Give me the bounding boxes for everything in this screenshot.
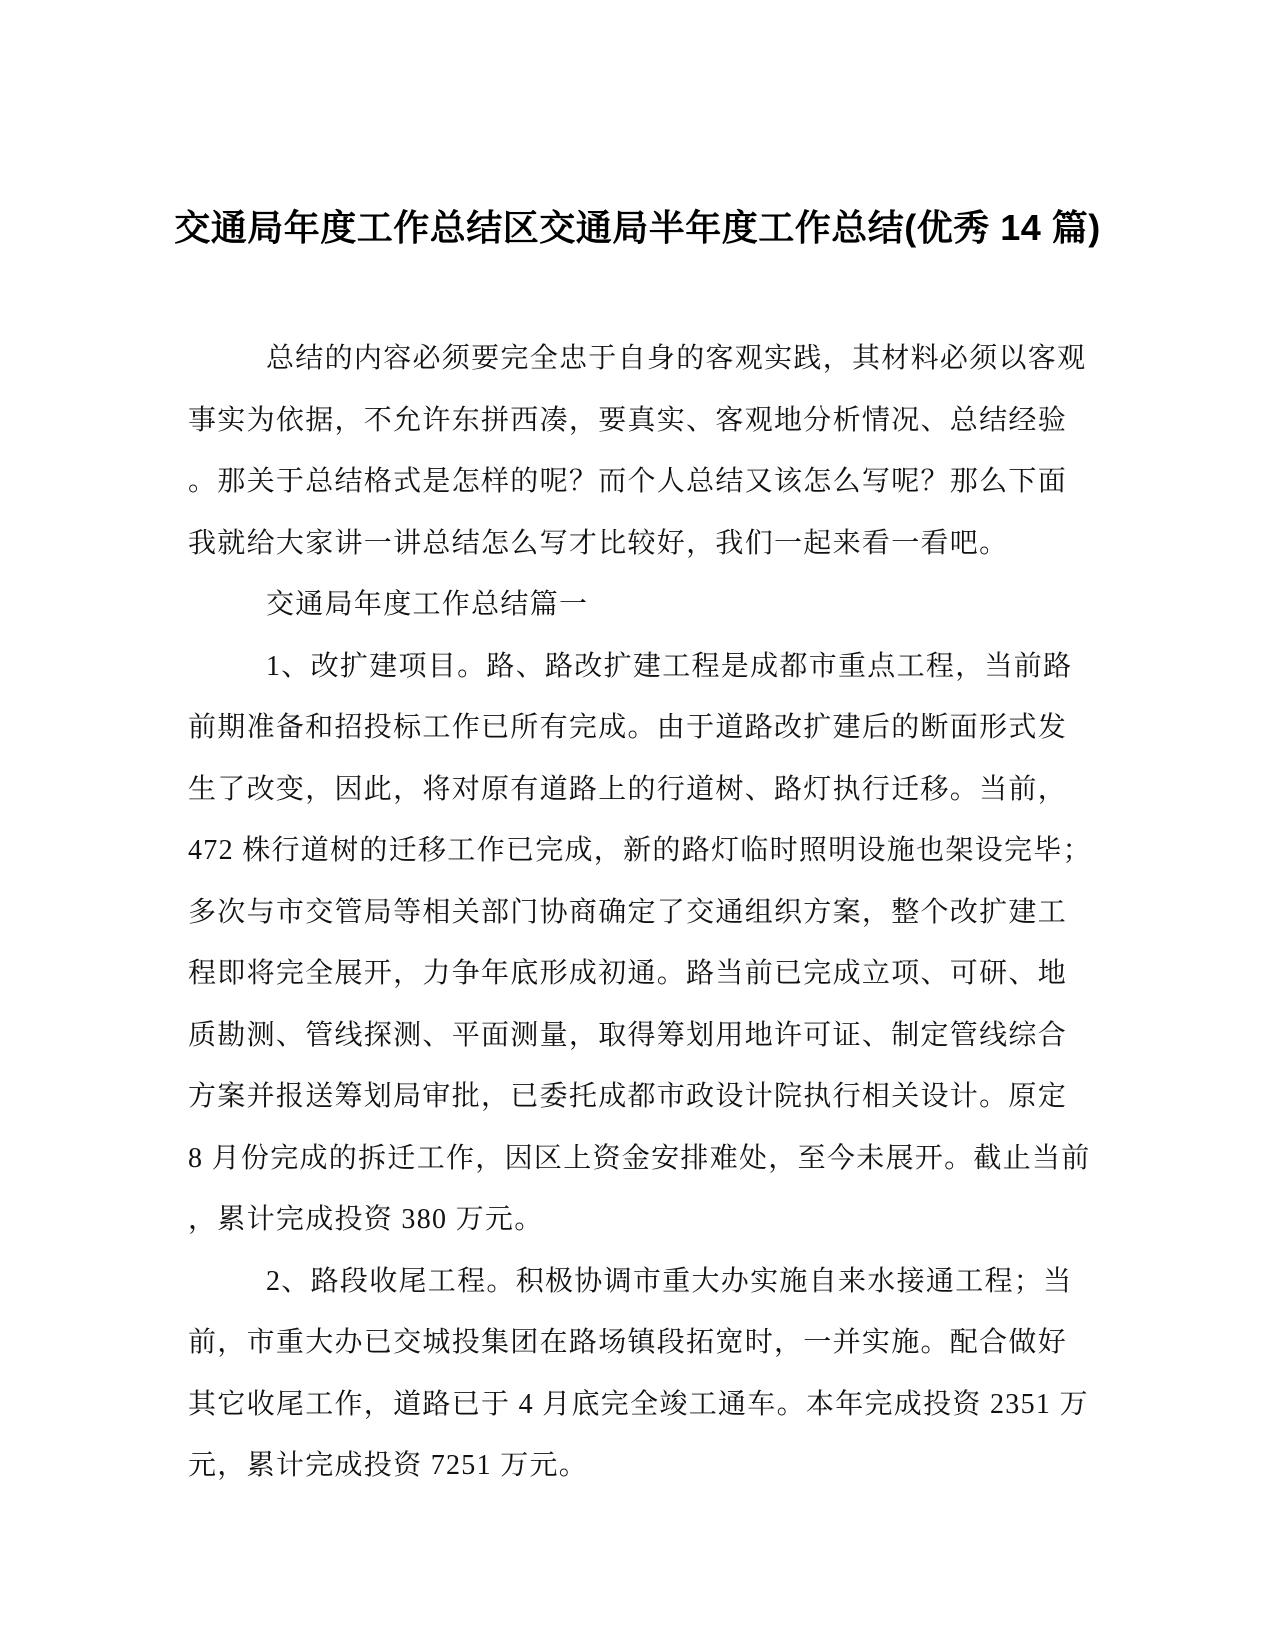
paragraph: [188, 574, 1088, 636]
text-line: 程即将完全展开，力争年底形成初通。路当前已完成立项、可研、地: [188, 958, 1068, 989]
text-line: 472 株行道树的迁移工作已完成，新的路灯临时照明设施也架设完毕；: [188, 835, 1092, 866]
paragraph: [188, 636, 1092, 1251]
text-line: 前，市重大办已交城投集团在路场镇段拓宽时，一并实施。配合做好: [188, 1327, 1068, 1358]
text-line: 交通局年度工作总结篇一: [266, 589, 589, 620]
text-line: 2、路段收尾工程。积极协调市重大办实施自来水接通工程；当: [266, 1265, 1073, 1297]
text-line: 1、改扩建项目。路、路改扩建工程是成都市重点工程，当前路: [266, 650, 1073, 682]
text-line: 总结的内容必须要完全忠于自身的客观实践，其材料必须以客观: [266, 343, 1087, 374]
text-line: 我就给大家讲一讲总结怎么写才比较好，我们一起来看一看吧。: [188, 527, 1009, 559]
text-line: 质勘测、管线探测、平面测量，取得筹划用地许可证、制定管线综合: [188, 1019, 1068, 1051]
text-line: 生了改变，因此，将对原有道路上的行道树、路灯执行迁移。当前，: [188, 773, 1068, 805]
text-line: 其它收尾工作，道路已于 4 月底完全竣工通车。本年完成投资 2351 万: [188, 1388, 1089, 1420]
paragraph: [188, 1251, 1088, 1497]
text-line: 方案并报送筹划局审批，已委托成都市政设计院执行相关设计。原定: [188, 1081, 1068, 1112]
text-line: 事实为依据，不允许东拼西凑，要真实、客观地分析情况、总结经验: [188, 404, 1068, 436]
document-title: 交通局年度工作总结区交通局半年度工作总结(优秀 14 篇): [174, 207, 1101, 248]
text-line: 多次与市交管局等相关部门协商确定了交通组织方案，整个改扩建工: [188, 896, 1068, 928]
text-line: 8 月份完成的拆迁工作，因区上资金安排难处，至今未展开。截止当前: [188, 1142, 1091, 1174]
document-body: [188, 328, 1092, 1497]
text-line: 元，累计完成投资 7251 万元。: [188, 1450, 589, 1481]
text-line: 。那关于总结格式是怎样的呢？而个人总结又该怎么写呢？那么下面: [188, 466, 1068, 497]
paragraph: [188, 328, 1088, 574]
text-line: 前期准备和招投标工作已所有完成。由于道路改扩建后的断面形式发: [188, 712, 1068, 743]
text-line: ，累计完成投资 380 万元。: [188, 1204, 544, 1235]
